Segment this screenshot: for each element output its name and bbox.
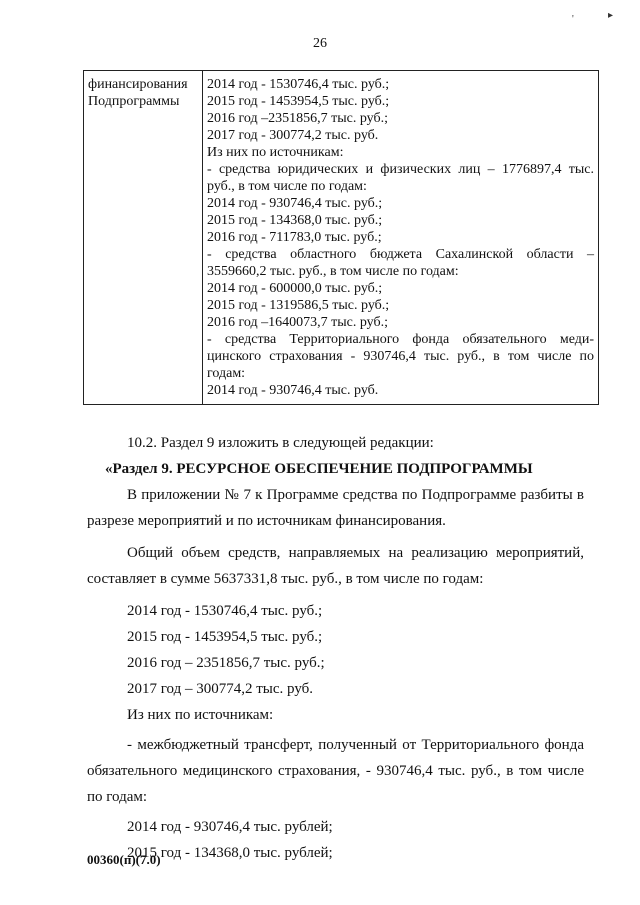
funding-line: 2015 год - 134368,0 тыс. руб.; bbox=[207, 213, 383, 228]
funding-line: - средства юридических и физических лиц – 1776897,4 тыс. руб., в том числе по годам: bbox=[207, 162, 594, 194]
year-line: 2016 год – 2351856,7 тыс. руб.; bbox=[127, 655, 325, 671]
funding-line: 2017 год - 300774,2 тыс. руб. bbox=[207, 128, 379, 143]
funding-line: Из них по источникам: bbox=[207, 145, 344, 160]
year-line: 2015 год - 1453954,5 тыс. руб.; bbox=[127, 629, 323, 645]
year-line: 2017 год – 300774,2 тыс. руб. bbox=[127, 681, 314, 697]
footer-code: 00360(п)(7.0) bbox=[87, 852, 161, 867]
paragraph: Общий объем средств, направляемых на реализацию мероприятий, составляет в сумме 5637331,8 тыс. руб., в том числе по годам: bbox=[87, 545, 584, 587]
paragraph: - межбюджетный трансферт, полученный от Территориального фонда обязательного медицинского страхования, - 930746,4 тыс. руб., в том числе по годам: bbox=[87, 737, 584, 805]
funding-table bbox=[83, 70, 599, 405]
section-intro: 10.2. Раздел 9 изложить в следующей редакции: bbox=[127, 435, 434, 451]
sources-intro: Из них по источникам: bbox=[127, 707, 274, 723]
funding-label-line: Подпрограммы bbox=[88, 94, 180, 109]
funding-line: - средства областного бюджета Сахалинской области – 3559660,2 тыс. руб., в том числе по годам: bbox=[207, 247, 594, 279]
funding-value-cell bbox=[203, 71, 599, 405]
funding-line: - средства Территориального фонда обязательного меди-цинского страхования - 930746,4 тыс. руб., в том числе по годам: bbox=[207, 332, 594, 381]
funding-line: 2015 год - 1453954,5 тыс. руб.; bbox=[207, 94, 390, 109]
funding-line: 2014 год - 1530746,4 тыс. руб.; bbox=[207, 77, 390, 92]
scan-mark: ' bbox=[572, 14, 574, 25]
funding-label-line: финансирования bbox=[88, 77, 188, 92]
funding-line: 2015 год - 1319586,5 тыс. руб.; bbox=[207, 298, 390, 313]
year-line: 2014 год - 930746,4 тыс. рублей; bbox=[127, 819, 333, 835]
scan-mark: ▸ bbox=[608, 10, 614, 21]
page-number: 26 bbox=[313, 36, 327, 51]
funding-line: 2016 год –1640073,7 тыс. руб.; bbox=[207, 315, 388, 330]
section-heading: «Раздел 9. РЕСУРСНОЕ ОБЕСПЕЧЕНИЕ ПОДПРОГРАММЫ bbox=[105, 461, 533, 477]
funding-label-cell bbox=[84, 71, 203, 405]
section-body bbox=[87, 430, 584, 866]
funding-line: 2014 год - 930746,4 тыс. руб.; bbox=[207, 196, 383, 211]
funding-line: 2016 год - 711783,0 тыс. руб.; bbox=[207, 230, 382, 245]
funding-line: 2016 год –2351856,7 тыс. руб.; bbox=[207, 111, 388, 126]
funding-line: 2014 год - 930746,4 тыс. руб. bbox=[207, 383, 379, 398]
year-line: 2014 год - 1530746,4 тыс. руб.; bbox=[127, 603, 323, 619]
funding-line: 2014 год - 600000,0 тыс. руб.; bbox=[207, 281, 383, 296]
year-line: 2015 год - 134368,0 тыс. рублей; bbox=[127, 845, 333, 861]
paragraph: В приложении № 7 к Программе средства по Подпрограмме разбиты в разрезе мероприятий и по источникам финансирования. bbox=[87, 487, 584, 529]
